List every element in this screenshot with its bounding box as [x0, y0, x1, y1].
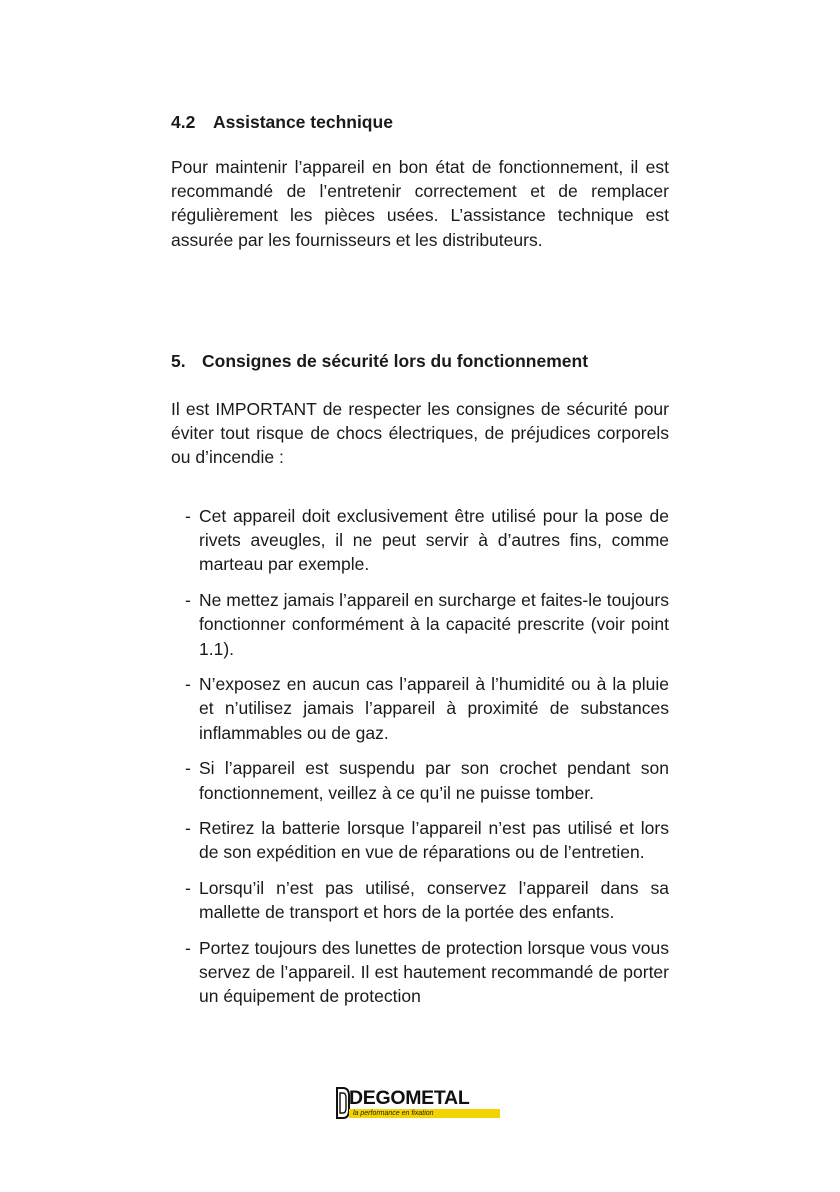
list-item: [171, 756, 669, 804]
safety-bullet-list: [171, 504, 669, 1020]
list-item-text: Portez toujours des lunettes de protection lorsque vous vous servez de l’appareil. Il est hautement recommandé de porter un équipement de protection: [199, 938, 669, 1007]
list-item: [171, 876, 669, 924]
section-4-2-paragraph: Pour maintenir l’appareil en bon état de fonctionnement, il est recommandé de l’entretenir correctement et de remplacer régulièrement les pièces usées. L’assistance technique est assurée par les fournisseurs et les distributeurs.: [171, 157, 669, 250]
bullet-dash: -: [185, 938, 191, 959]
logo-wordmark: DEGOMETAL: [349, 1087, 470, 1109]
bullet-dash: -: [185, 590, 191, 611]
section-5-heading: [171, 350, 669, 372]
list-item: [171, 672, 669, 745]
bullet-dash: -: [185, 878, 191, 899]
list-item-text: Si l’appareil est suspendu par son crochet pendant son fonctionnement, veillez à ce qu’il ne puisse tomber.: [199, 758, 669, 803]
list-item-text: Ne mettez jamais l’appareil en surcharge et faites-le toujours fonctionner conformément à la capacité prescrite (voir point 1.1).: [199, 590, 669, 659]
list-item: [171, 816, 669, 864]
bullet-dash: -: [185, 758, 191, 779]
list-item: [171, 588, 669, 661]
section-4-2-title: Assistance technique: [213, 112, 393, 132]
list-item: [171, 936, 669, 1009]
list-item-text: Lorsqu’il n’est pas utilisé, conservez l’appareil dans sa mallette de transport et hors de la portée des enfants.: [199, 878, 669, 923]
bullet-dash: -: [185, 818, 191, 839]
list-item: [171, 504, 669, 577]
bullet-dash: -: [185, 506, 191, 526]
section-4-2-heading: [171, 111, 669, 133]
list-item-text: Retirez la batterie lorsque l’appareil n’est pas utilisé et lors de son expédition en vue de réparations ou de l’entretien.: [199, 818, 669, 863]
section-5-number: 5.: [171, 351, 186, 371]
list-item-text: N’exposez en aucun cas l’appareil à l’humidité ou à la pluie et n’utilisez jamais l’appareil à proximité de substances inflammables ou de gaz.: [199, 674, 669, 743]
logo-tagline: la performance en fixation: [353, 1109, 434, 1117]
degometal-logo: [336, 1087, 504, 1121]
section-5-intro: Il est IMPORTANT de respecter les consignes de sécurité pour éviter tout risque de chocs électriques, de préjudices corporels ou d’incendie :: [171, 399, 669, 468]
section-5-title: Consignes de sécurité lors du fonctionnement: [202, 351, 589, 371]
list-item-text: Cet appareil doit exclusivement être utilisé pour la pose de rivets aveugles, il ne peut servir à d’autres fins, comme marteau par exemple.: [199, 506, 669, 575]
section-4-2-number: 4.2: [171, 112, 196, 132]
bullet-dash: -: [185, 674, 191, 695]
logo-mark-icon: [336, 1087, 350, 1119]
